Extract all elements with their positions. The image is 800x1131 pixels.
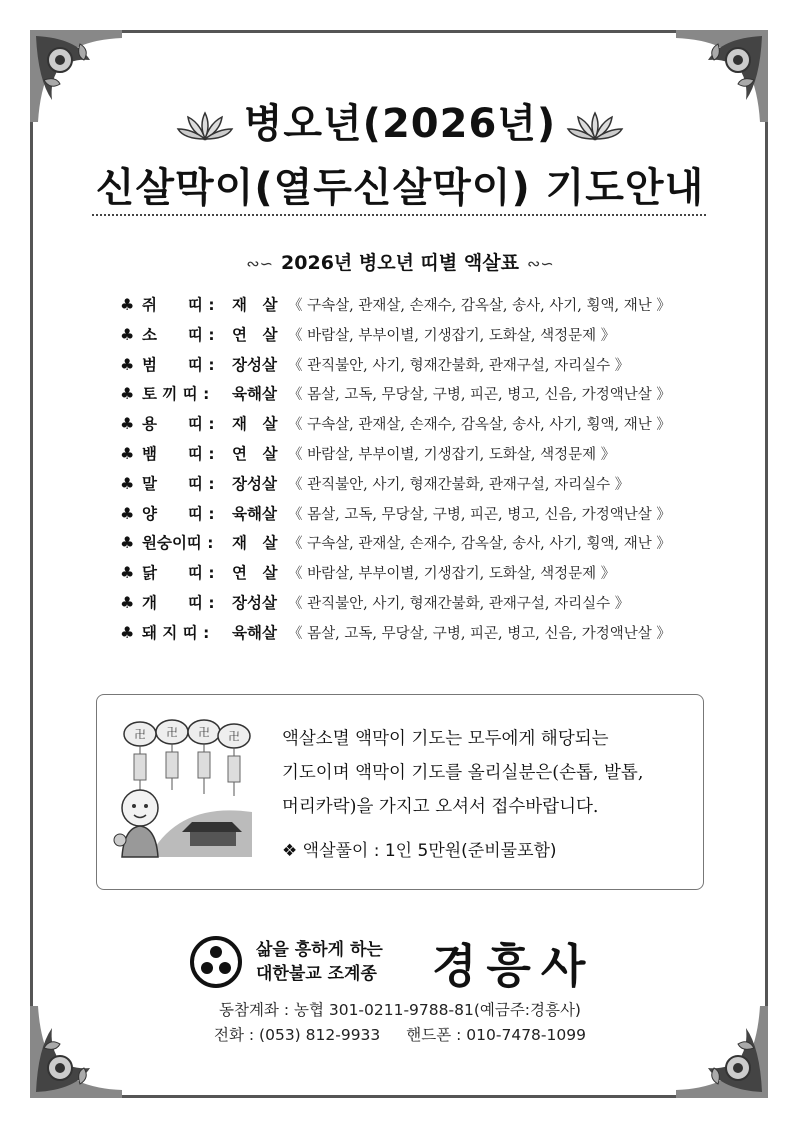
sal-label: 재 살 <box>232 296 278 314</box>
list-item <box>120 439 720 469</box>
sal-description: 《 바람살, 부부이별, 기생잡기, 도화살, 색정문제 》 <box>288 566 616 583</box>
ornament-icon: ∾∽ <box>526 254 554 273</box>
animal-label: 용 띠 : <box>142 415 215 434</box>
sal-label: 장성살 <box>232 593 277 612</box>
contact-info <box>0 1023 800 1045</box>
list-item <box>120 499 720 529</box>
lotus-icon <box>176 109 234 143</box>
dotted-divider <box>92 214 706 216</box>
title-line-1: 병오년(2026년) <box>243 101 557 147</box>
club-icon: ♣ <box>120 295 135 314</box>
phone-number: 전화 : (053) 812-9933 <box>214 1026 381 1044</box>
list-item <box>120 469 720 499</box>
animal-label: 돼 지 띠 : <box>142 623 210 642</box>
club-icon: ♣ <box>120 592 135 612</box>
sal-description: 《 바람살, 부부이별, 기생잡기, 도화살, 색정문제 》 <box>288 327 616 344</box>
sal-label: 장성살 <box>232 474 277 493</box>
sal-label: 육해살 <box>232 504 277 523</box>
list-item <box>120 320 720 350</box>
animal-label: 뱀 띠 : <box>142 444 215 463</box>
svg-text:卍: 卍 <box>166 726 178 739</box>
sal-description: 《 구속살, 관재살, 손재수, 감옥살, 송사, 사기, 횡액, 재난 》 <box>288 536 671 553</box>
club-icon: ♣ <box>120 414 135 434</box>
animal-label: 양 띠 : <box>142 504 215 523</box>
list-item <box>120 558 720 588</box>
zodiac-list <box>120 290 720 648</box>
sal-description: 《 몸살, 고독, 무당살, 구병, 피곤, 병고, 신음, 가정액난살 》 <box>288 387 671 404</box>
list-item <box>120 528 720 558</box>
club-icon: ♣ <box>120 324 135 344</box>
sal-label: 장성살 <box>232 355 277 374</box>
slogan-line-1: 삶을 흥하게 하는 <box>256 940 383 960</box>
animal-label: 말 띠 : <box>142 474 215 493</box>
info-line-1: 액살소멸 액막이 기도는 모두에게 해당되는 <box>282 729 609 749</box>
sal-description: 《 바람살, 부부이별, 기생잡기, 도화살, 색정문제 》 <box>288 446 616 463</box>
sal-label: 육해살 <box>232 385 277 404</box>
list-item <box>120 379 720 409</box>
sal-label: 연 살 <box>232 444 278 463</box>
sal-description: 《 구속살, 관재살, 손재수, 감옥살, 송사, 사기, 횡액, 재난 》 <box>288 298 671 314</box>
svg-text:卍: 卍 <box>228 730 240 743</box>
mobile-number: 핸드폰 : 010-7478-1099 <box>406 1026 586 1044</box>
svg-text:卍: 卍 <box>198 726 210 739</box>
animal-label: 토 끼 띠 : <box>142 385 210 404</box>
lotus-icon <box>566 109 624 143</box>
sal-description: 《 관직불안, 사기, 형재간불화, 관재구설, 자리실수 》 <box>288 357 630 374</box>
subtitle <box>0 248 800 275</box>
list-item <box>120 409 720 439</box>
triple-dot-circle-icon <box>190 936 242 988</box>
animal-label: 개 띠 : <box>142 593 215 612</box>
info-line-2: 기도이며 액막이 기도를 올리실분은(손톱, 발톱, <box>282 763 644 783</box>
main-title <box>0 92 800 149</box>
animal-label: 원숭이띠 : <box>142 534 214 553</box>
sal-description: 《 관직불안, 사기, 형재간불화, 관재구설, 자리실수 》 <box>288 595 630 612</box>
list-item <box>120 618 720 648</box>
sal-description: 《 구속살, 관재살, 손재수, 감옥살, 송사, 사기, 횡액, 재난 》 <box>288 417 671 434</box>
club-icon: ♣ <box>120 354 135 374</box>
list-item <box>120 588 720 618</box>
club-icon: ♣ <box>120 533 135 553</box>
animal-label: 범 띠 : <box>142 355 215 374</box>
sal-label: 연 살 <box>232 325 278 344</box>
sal-label: 재 살 <box>232 415 278 434</box>
club-icon: ♣ <box>120 622 135 642</box>
info-text <box>282 722 692 824</box>
sal-description: 《 관직불안, 사기, 형재간불화, 관재구설, 자리실수 》 <box>288 476 630 493</box>
club-icon: ♣ <box>120 443 135 463</box>
club-icon: ♣ <box>120 503 135 523</box>
fee-text: ❖ 액살풀이 : 1인 5만원(준비물포함) <box>282 841 557 861</box>
info-line-3: 머리카락)을 가지고 오셔서 접수바랍니다. <box>282 797 599 817</box>
sal-description: 《 몸살, 고독, 무당살, 구병, 피곤, 병고, 신음, 가정액난살 》 <box>288 625 671 642</box>
title-line-2: 신살막이(열두신살막이) 기도안내 <box>95 165 705 211</box>
animal-label: 쥐 띠 : <box>142 296 215 314</box>
animal-label: 소 띠 : <box>142 325 215 344</box>
list-item <box>120 350 720 380</box>
sal-label: 육해살 <box>232 623 277 642</box>
svg-text:卍: 卍 <box>134 728 146 741</box>
ornament-icon: ∾∽ <box>246 254 274 273</box>
account-info: 동참계좌 : 농협 301-0211-9788-81(예금주:경흥사) <box>219 1001 581 1019</box>
sal-description: 《 몸살, 고독, 무당살, 구병, 피곤, 병고, 신음, 가정액난살 》 <box>288 506 671 523</box>
club-icon: ♣ <box>120 384 135 404</box>
temple-name: 경흥사 <box>432 939 596 993</box>
club-icon: ♣ <box>120 563 135 583</box>
sal-label: 재 살 <box>232 534 278 553</box>
org-slogan <box>256 938 383 986</box>
monk-lantern-illustration <box>112 712 262 862</box>
subtitle-text: 2026년 병오년 띠별 액살표 <box>281 252 519 274</box>
slogan-line-2: 대한불교 조계종 <box>256 964 377 984</box>
list-item <box>120 290 720 320</box>
club-icon: ♣ <box>120 473 135 493</box>
sal-label: 연 살 <box>232 564 278 583</box>
animal-label: 닭 띠 : <box>142 564 215 583</box>
